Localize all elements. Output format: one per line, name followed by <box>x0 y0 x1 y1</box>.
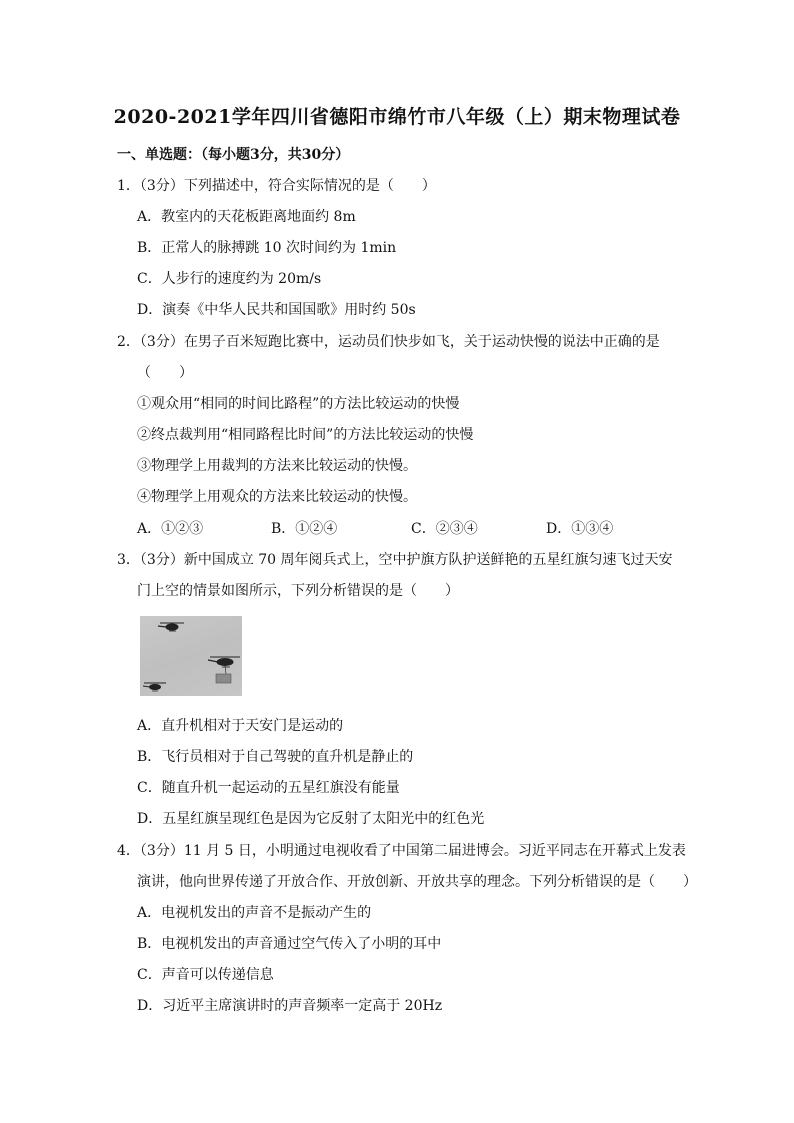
question-3-stem: 3．（3分）新中国成立 70 周年阅兵式上，空中护旗方队护送鲜艳的五星红旗匀速飞过天安 <box>117 552 673 568</box>
question-3-option-d[interactable]: D．五星红旗呈现红色是因为它反射了太阳光中的红色光 <box>137 811 485 827</box>
question-3-option-a[interactable]: A．直升机相对于天安门是运动的 <box>137 718 344 734</box>
question-3-option-b[interactable]: B．飞行员相对于自己驾驶的直升机是静止的 <box>137 749 414 765</box>
question-4-option-d[interactable]: D．习近平主席演讲时的声音频率一定高于 20Hz <box>137 998 443 1014</box>
question-4-stem-cont: 演讲，他向世界传递了开放合作、开放创新、开放共享的理念。下列分析错误的是（ ） <box>137 874 697 890</box>
helicopter-flag-photo <box>140 616 242 696</box>
question-1-option-b[interactable]: B．正常人的脉搏跳 10 次时间约为 1min <box>137 240 397 256</box>
question-2-stem: 2．（3分）在男子百米短跑比赛中，运动员们快步如飞，关于运动快慢的说法中正确的是 <box>117 334 660 350</box>
question-1-stem: 1．（3分）下列描述中，符合实际情况的是（ ） <box>117 178 436 194</box>
section-heading: 一、单选题：（每小题3分，共30分） <box>117 147 350 163</box>
question-4-stem: 4．（3分）11 月 5 日，小明通过电视收看了中国第二届进博会。习近平同志在开幕式上发表 <box>117 843 686 859</box>
question-1-option-d[interactable]: D．演奏《中华人民共和国国歌》用时约 50s <box>137 302 416 318</box>
question-2-option-a[interactable]: A．①②③ <box>137 521 204 537</box>
question-2-option-b[interactable]: B．①②④ <box>271 521 338 537</box>
question-4-option-c[interactable]: C．声音可以传递信息 <box>137 967 274 983</box>
question-1-option-c[interactable]: C．人步行的速度约为 20m/s <box>137 271 322 287</box>
question-2-statement-1: ①观众用“相同的时间比路程”的方法比较运动的快慢 <box>137 396 460 412</box>
question-2-statement-3: ③物理学上用裁判的方法来比较运动的快慢。 <box>137 458 417 474</box>
question-4-option-b[interactable]: B．电视机发出的声音通过空气传入了小明的耳中 <box>137 936 442 952</box>
question-1-option-a[interactable]: A．教室内的天花板距离地面约 8m <box>137 209 356 225</box>
question-3-stem-cont: 门上空的情景如图所示，下列分析错误的是（ ） <box>137 583 459 599</box>
question-2-statement-2: ②终点裁判用“相同路程比时间”的方法比较运动的快慢 <box>137 427 474 443</box>
question-2-option-c[interactable]: C．②③④ <box>411 521 478 537</box>
question-2-statement-4: ④物理学上用观众的方法来比较运动的快慢。 <box>137 489 417 505</box>
helicopter-icon <box>140 616 242 696</box>
question-3-option-c[interactable]: C．随直升机一起运动的五星红旗没有能量 <box>137 780 400 796</box>
question-2-stem-cont: （ ） <box>137 365 193 381</box>
exam-title: 2020-2021学年四川省德阳市绵竹市八年级（上）期末物理试卷 <box>113 106 681 128</box>
question-2-option-d[interactable]: D．①③④ <box>546 521 614 537</box>
question-4-option-a[interactable]: A．电视机发出的声音不是振动产生的 <box>137 905 372 921</box>
